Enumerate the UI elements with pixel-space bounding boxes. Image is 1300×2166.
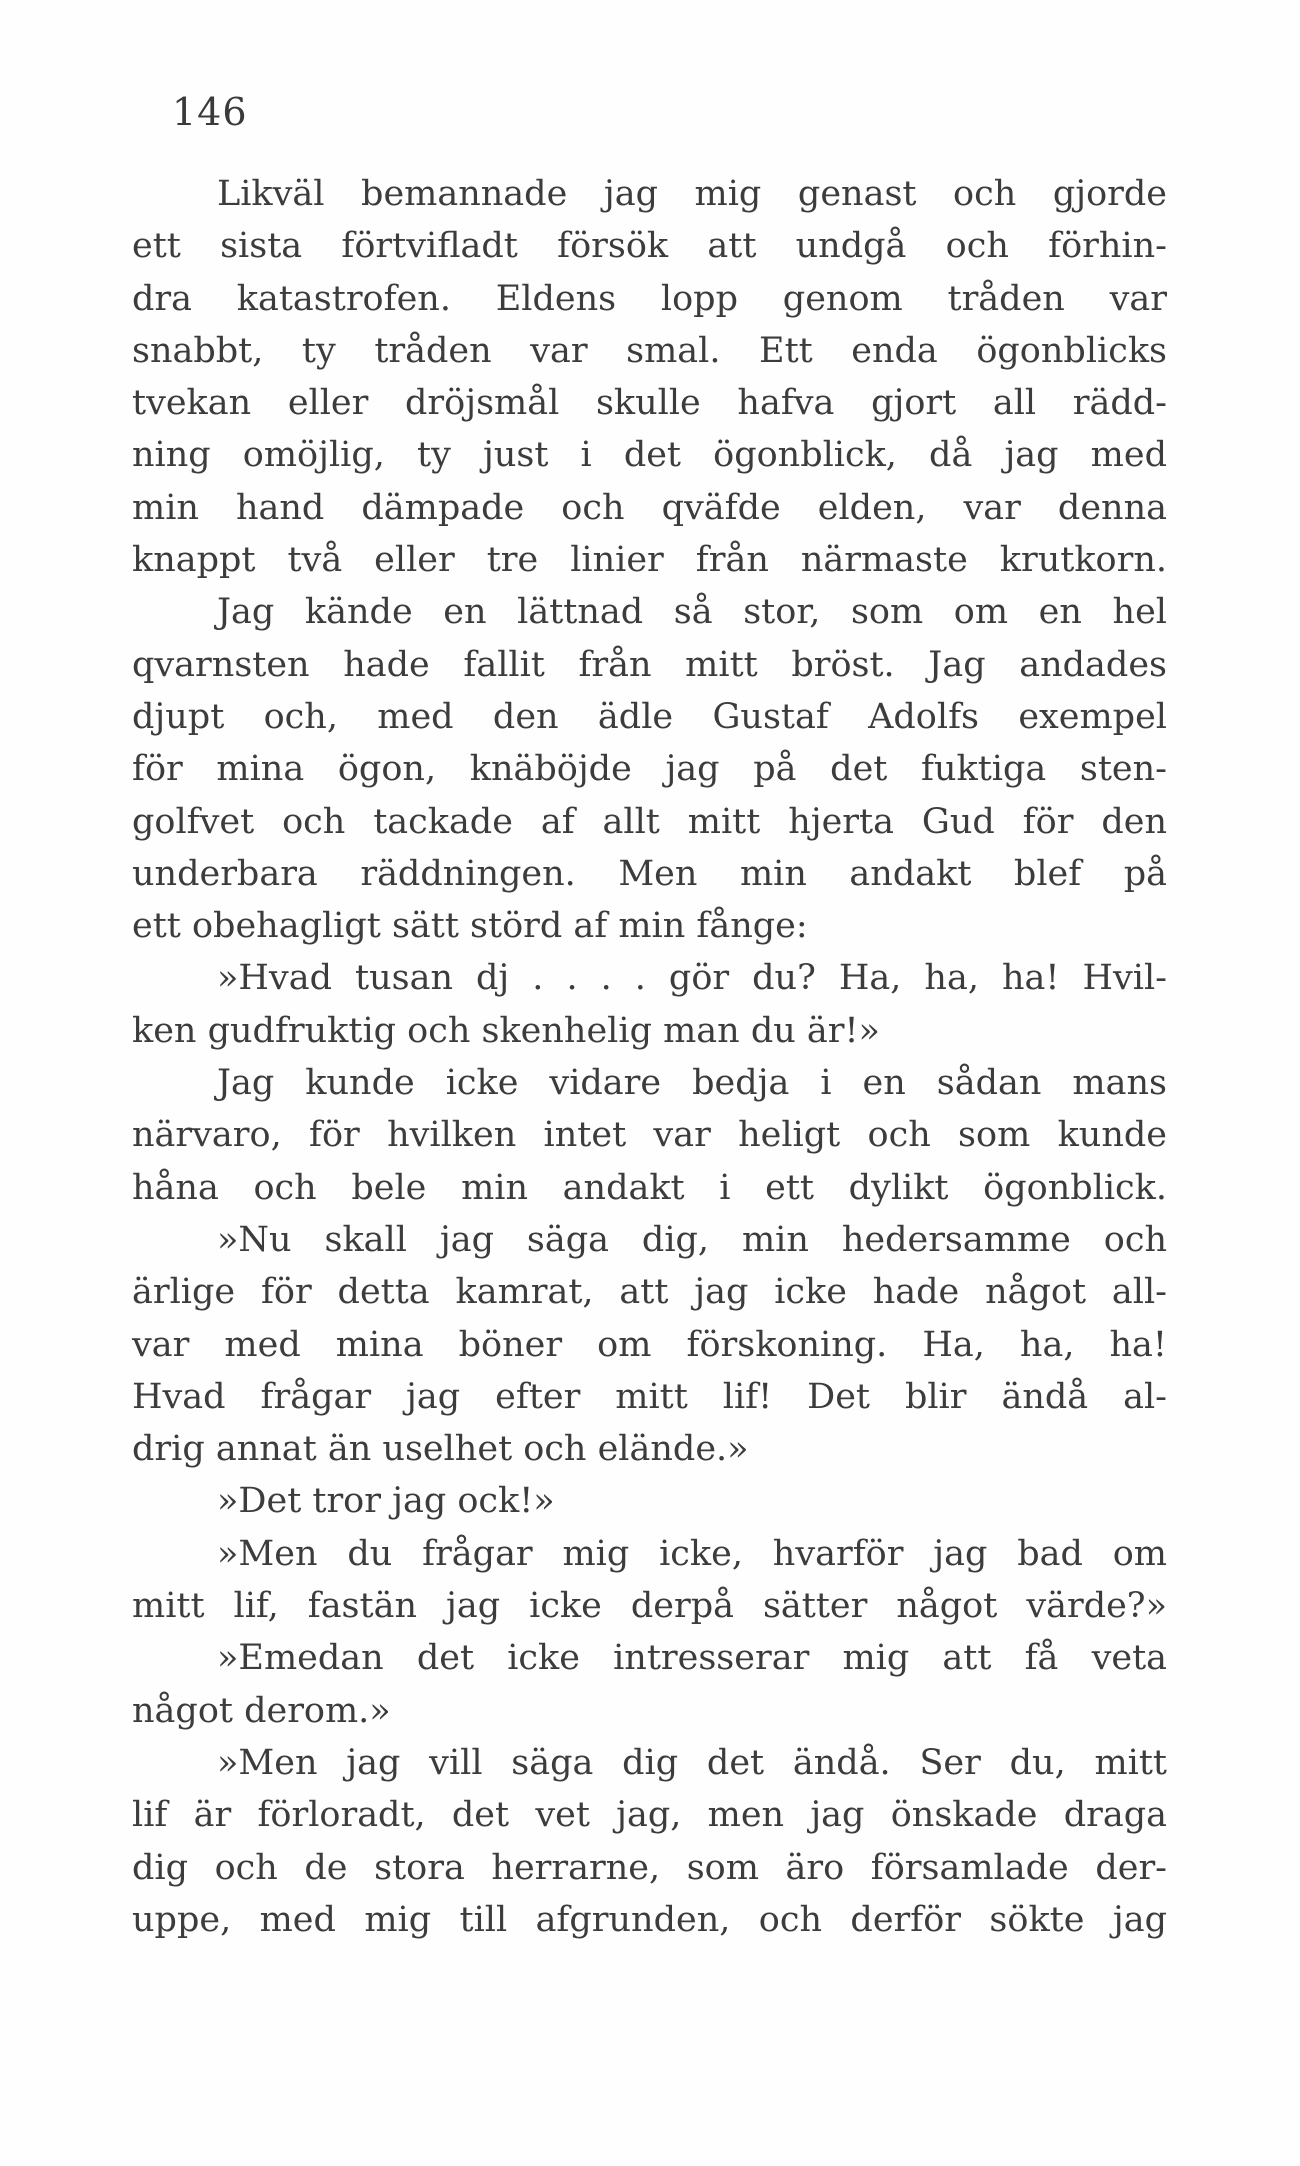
text-line: knappt två eller tre linier från närmaste krutkorn. <box>132 540 1167 581</box>
text-line: »Nu skall jag säga dig, min hedersamme och <box>217 1219 1167 1260</box>
text-line: golfvet och tackade af allt mitt hjerta Gud för den <box>132 801 1167 842</box>
text-line: var med mina böner om förskoning. Ha, ha, ha! <box>132 1324 1167 1365</box>
text-line: qvarnsten hade fallit från mitt bröst. Jag andades <box>132 644 1167 685</box>
text-line: något derom.» <box>132 1690 391 1731</box>
text-line: dig och de stora herrarne, som äro församlade der- <box>132 1847 1167 1888</box>
text-line: djupt och, med den ädle Gustaf Adolfs exempel <box>132 696 1167 737</box>
body-text <box>132 168 1167 1946</box>
text-line: »Hvad tusan dj . . . . gör du? Ha, ha, ha! Hvil- <box>217 958 1167 999</box>
text-line: håna och bele min andakt i ett dylikt ögonblick. <box>132 1167 1167 1208</box>
text-line: lif är förloradt, det vet jag, men jag önskade draga <box>132 1795 1167 1836</box>
text-line: min hand dämpade och qväfde elden, var denna <box>132 487 1167 528</box>
text-line: Jag kände en lättnad så stor, som om en hel <box>217 592 1167 633</box>
text-line: Jag kunde icke vidare bedja i en sådan mans <box>217 1063 1167 1104</box>
text-line: »Emedan det icke intresserar mig att få veta <box>217 1638 1167 1679</box>
text-line: »Men jag vill säga dig det ändå. Ser du, mitt <box>217 1742 1167 1783</box>
text-line: »Det tror jag ock!» <box>217 1481 555 1522</box>
text-line: ning omöjlig, ty just i det ögonblick, då jag med <box>132 435 1167 476</box>
text-line: dra katastrofen. Eldens lopp genom tråden var <box>132 278 1167 319</box>
text-line: Likväl bemannade jag mig genast och gjorde <box>217 174 1167 214</box>
text-line: tvekan eller dröjsmål skulle hafva gjort all rädd- <box>132 383 1167 424</box>
text-line: »Men du frågar mig icke, hvarför jag bad om <box>217 1533 1167 1574</box>
text-line: närvaro, för hvilken intet var heligt och som kunde <box>132 1115 1167 1156</box>
text-line: uppe, med mig till afgrunden, och derför sökte jag <box>132 1899 1167 1940</box>
text-line: ett obehagligt sätt störd af min fånge: <box>132 906 808 947</box>
text-line: ett sista förtvifladt försök att undgå och förhin- <box>132 226 1167 267</box>
page-number: 146 <box>172 90 248 134</box>
text-line: drig annat än uselhet och elände.» <box>132 1429 749 1470</box>
text-line: ken gudfruktig och skenhelig man du är!» <box>132 1010 880 1051</box>
text-line: Hvad frågar jag efter mitt lif! Det blir ändå al- <box>132 1376 1167 1417</box>
text-line: ärlige för detta kamrat, att jag icke hade något all- <box>132 1272 1167 1313</box>
text-line: snabbt, ty tråden var smal. Ett enda ögonblicks <box>132 330 1167 371</box>
text-line: mitt lif, fastän jag icke derpå sätter något värde?» <box>132 1586 1167 1627</box>
text-line: underbara räddningen. Men min andakt blef på <box>132 853 1167 894</box>
text-line: för mina ögon, knäböjde jag på det fuktiga sten- <box>132 749 1167 790</box>
